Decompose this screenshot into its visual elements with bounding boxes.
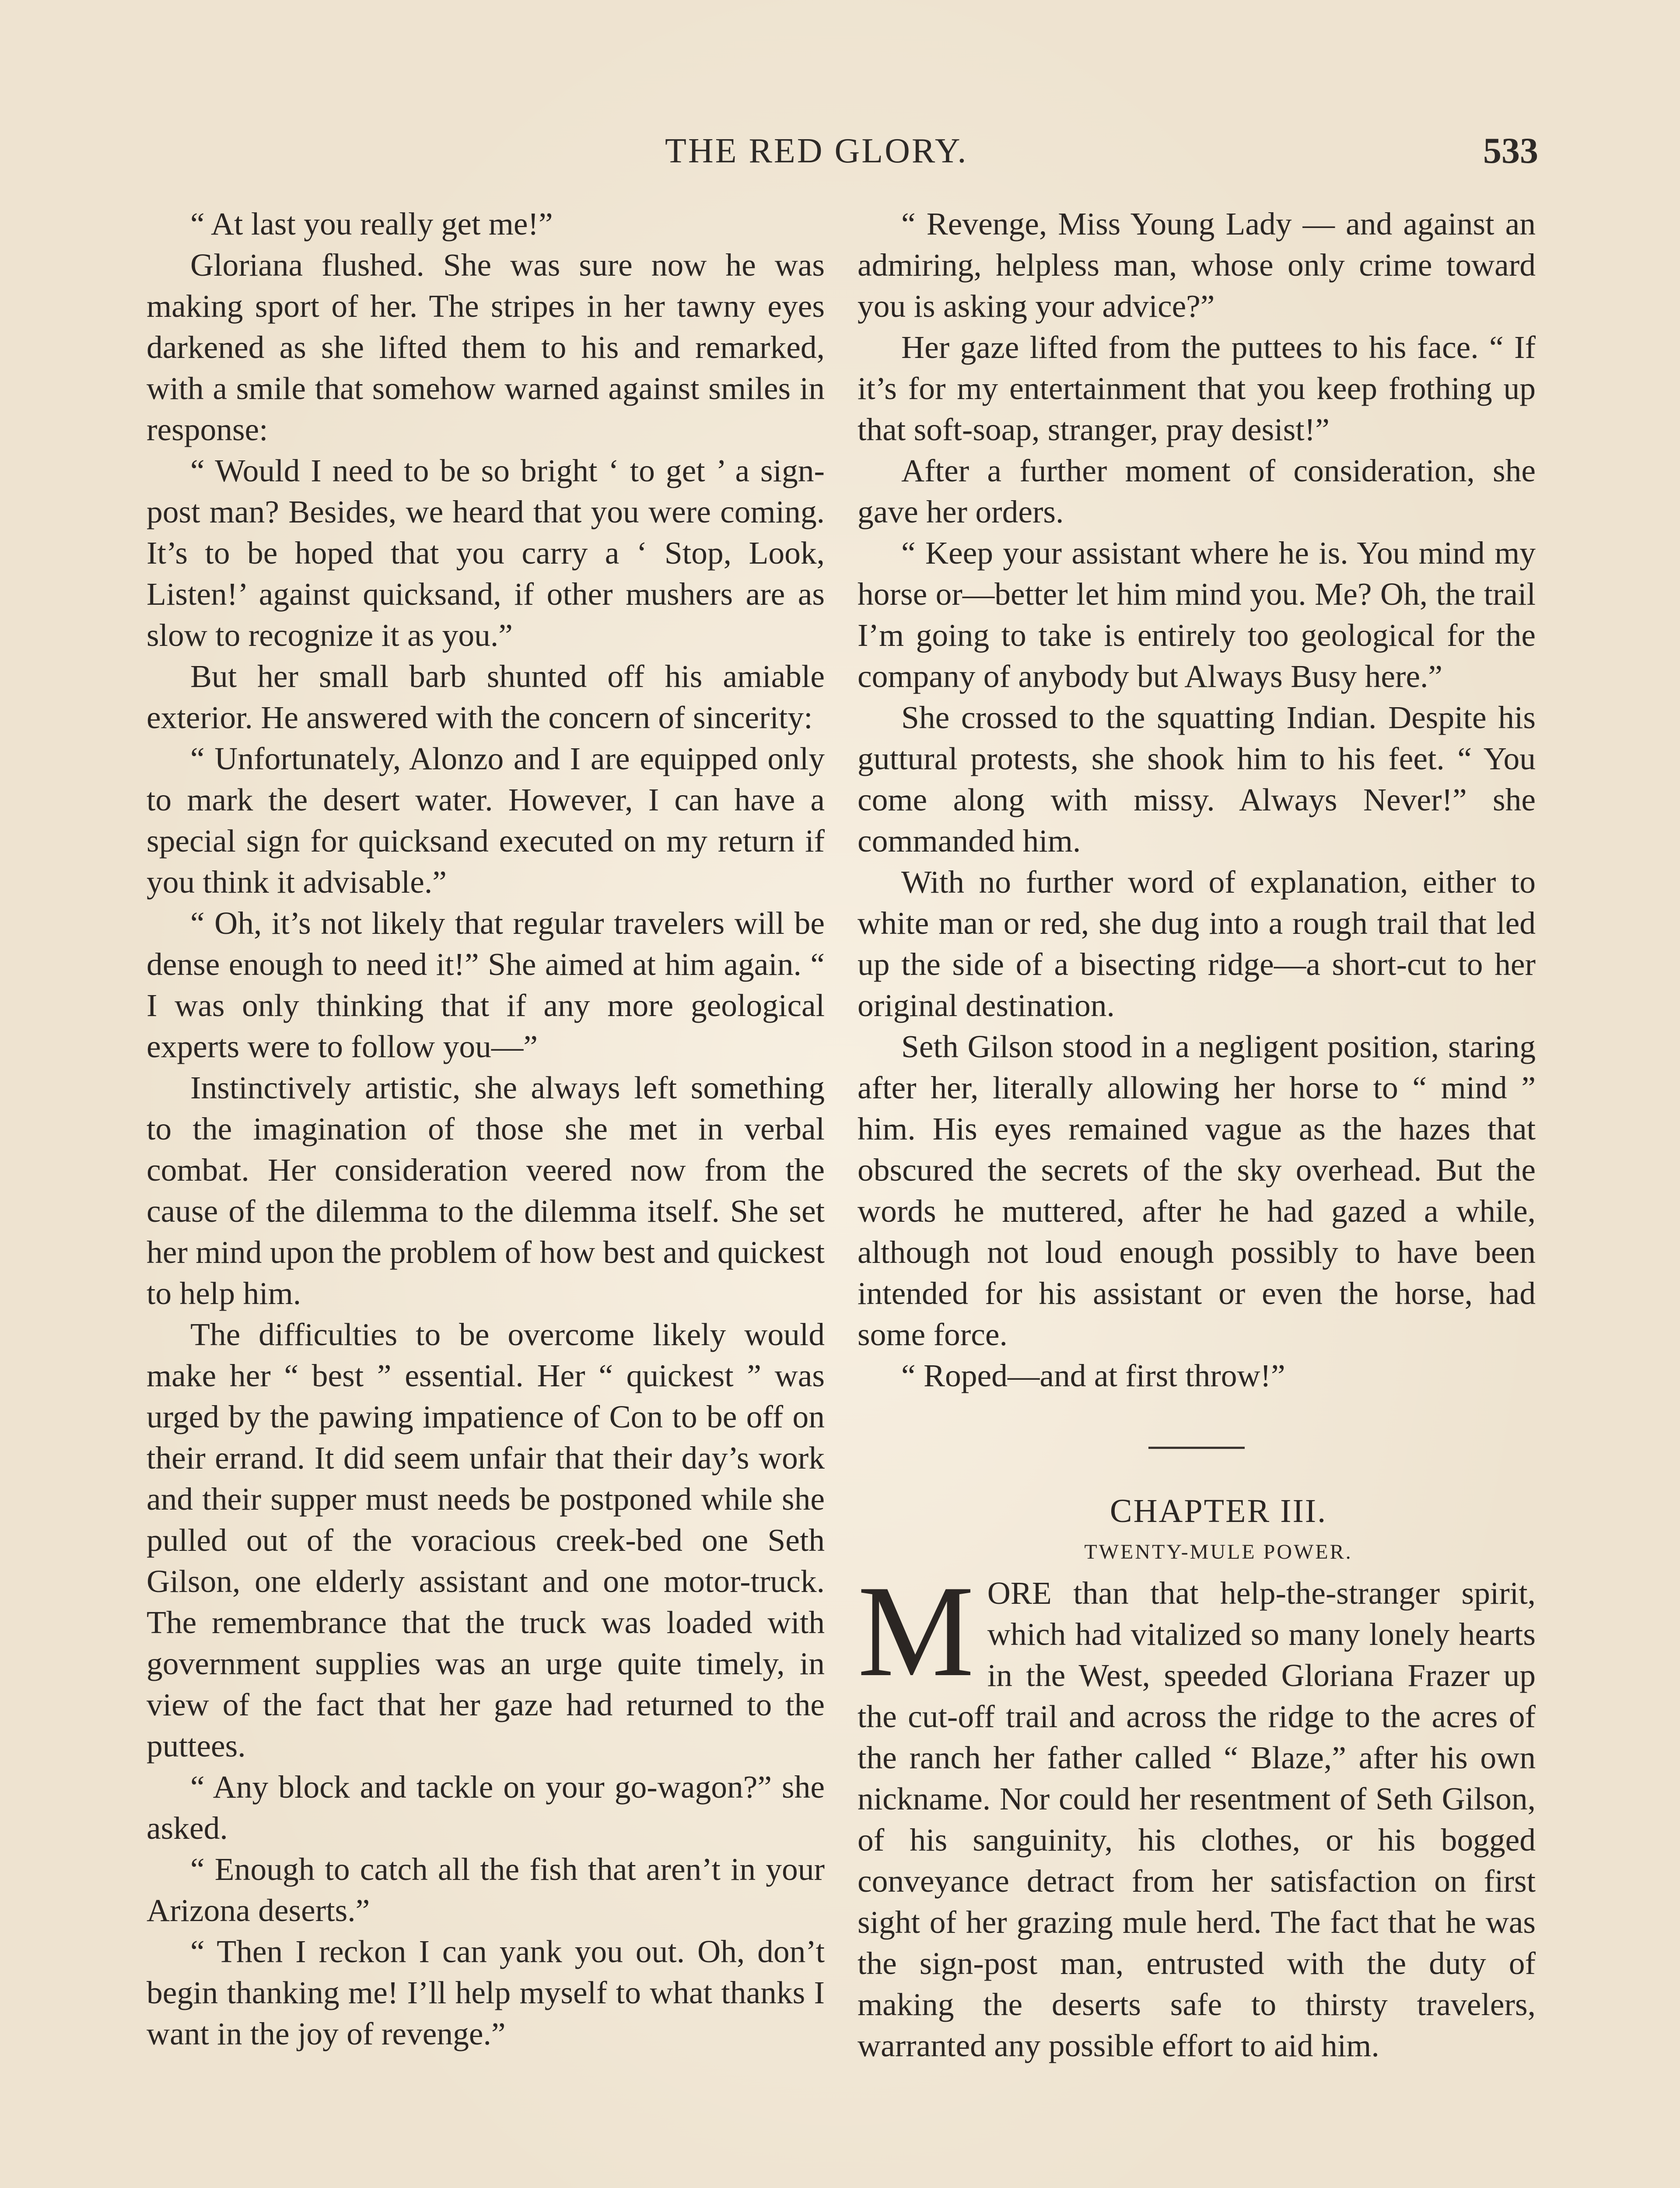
paragraph: “ Keep your assistant where he is. You mind my horse or—better let him mind you. Me? Oh, the trail I’m going to take is entirely too geological for the company of anybody but Always Busy here.” [858,535,1536,694]
paragraph: “ Unfortunately, Alonzo and I are equipped only to mark the desert water. However, I can have a special sign for quicksand executed on my return if you think it advisable.” [147,741,825,900]
paragraph: With no further word of explanation, either to white man or red, she dug into a rough trail that led up the side of a bisecting ridge—a short-cut to her original destination. [858,864,1536,1023]
paragraph: “ Roped—and at first throw!” [901,1358,1285,1393]
chapter-opening [858,1558,1536,2066]
paragraph: “ Enough to catch all the fish that aren’t in your Arizona deserts.” [147,1851,825,1928]
paragraph: After a further moment of consideration, she gave her orders. [858,453,1536,529]
opening-paragraph: ORE than that help-the-stranger spirit, which had vitalized so many lonely hearts in the West, speeded Gloriana Frazer up the cut-off trail and across the ridge to the acres of the ranch her father called “ Blaze,” after his own nickname. Nor could her resentment of Seth Gilson, of his sanguinity, his clothes, or his bogged conveyance detract from her satisfaction on first sight of her grazing mule herd. The fact that he was the sign-post man, entrusted with the duty of making the deserts safe to thirsty travelers, warranted any possible effort to aid him. [858,1575,1536,2063]
page-number: 533 [1483,130,1538,171]
left-column [147,203,825,2055]
paragraph: Instinctively artistic, she always left something to the imagination of those she met in verbal combat. Her consideration veered now from the cause of the dilemma to the dilemma itself. She set her mind upon the problem of how best and quickest to help him. [147,1070,825,1311]
paragraph: “ Would I need to be so bright ‘ to get ’ a sign-post man? Besides, we heard that you were coming. It’s to be hoped that you carry a ‘ Stop, Look, Listen!’ against quicksand, if other mushers are as slow to recognize it as you.” [147,453,825,653]
paragraph: Her gaze lifted from the puttees to his face. “ If it’s for my entertainment that you keep frothing up that soft-soap, stranger, pray desist!” [858,330,1536,447]
paragraph: “ Then I reckon I can yank you out. Oh, don’t begin thanking me! I’ll help myself to what thanks I want in the joy of revenge.” [147,1934,825,2051]
running-title: THE RED GLORY. [665,132,968,170]
paragraph: “ Revenge, Miss Young Lady — and against an admiring, helpless man, whose only crime toward you is asking your advice?” [858,206,1536,324]
paragraph: But her small barb shunted off his amiable exterior. He answered with the concern of sincerity: [147,659,825,735]
paragraph: She crossed to the squatting Indian. Despite his guttural protests, she shook him to his feet. “ You come along with missy. Always Never!” she commanded him. [858,700,1536,859]
section-divider [1148,1447,1245,1449]
paragraph: “ Oh, it’s not likely that regular travelers will be dense enough to need it!” She aimed at him again. “ I was only thinking that if any more geological experts were to follow you—” [147,905,825,1064]
paragraph: “ Any block and tackle on your go-wagon?” she asked. [147,1769,825,1846]
paragraph: “ At last you really get me!” [190,206,553,242]
chapter-title: CHAPTER III. [1110,1493,1327,1529]
paragraph: The difficulties to be overcome likely would make her “ best ” essential. Her “ quickest ” was urged by the pawing impatience of Con to be off on their errand. It did seem unfair that their day’s work and their supper must needs be postponed while she pulled out of the voracious creek-bed one Seth Gilson, one elderly assistant and one motor-truck. The remembrance that the truck was loaded with government supplies was an urge quite timely, in view of the fact that her gaze had returned to the puttees. [147,1317,825,1764]
paragraph: Gloriana flushed. She was sure now he was making sport of her. The stripes in her tawny eyes darkened as she lifted them to his and remarked, with a smile that somehow warned against smiles in response: [147,247,825,447]
chapter-subtitle: TWENTY-MULE POWER. [1084,1540,1353,1564]
right-column [858,203,1536,2066]
paragraph: Seth Gilson stood in a negligent position, staring after her, literally allowing her horse to “ mind ” him. His eyes remained vague as the hazes that obscured the secrets of the sky overhead. But the words he muttered, after he had gazed a while, although not loud enough possibly to have been intended for his assistant or even the horse, had some force. [858,1029,1536,1352]
drop-cap: M [858,1558,974,1704]
